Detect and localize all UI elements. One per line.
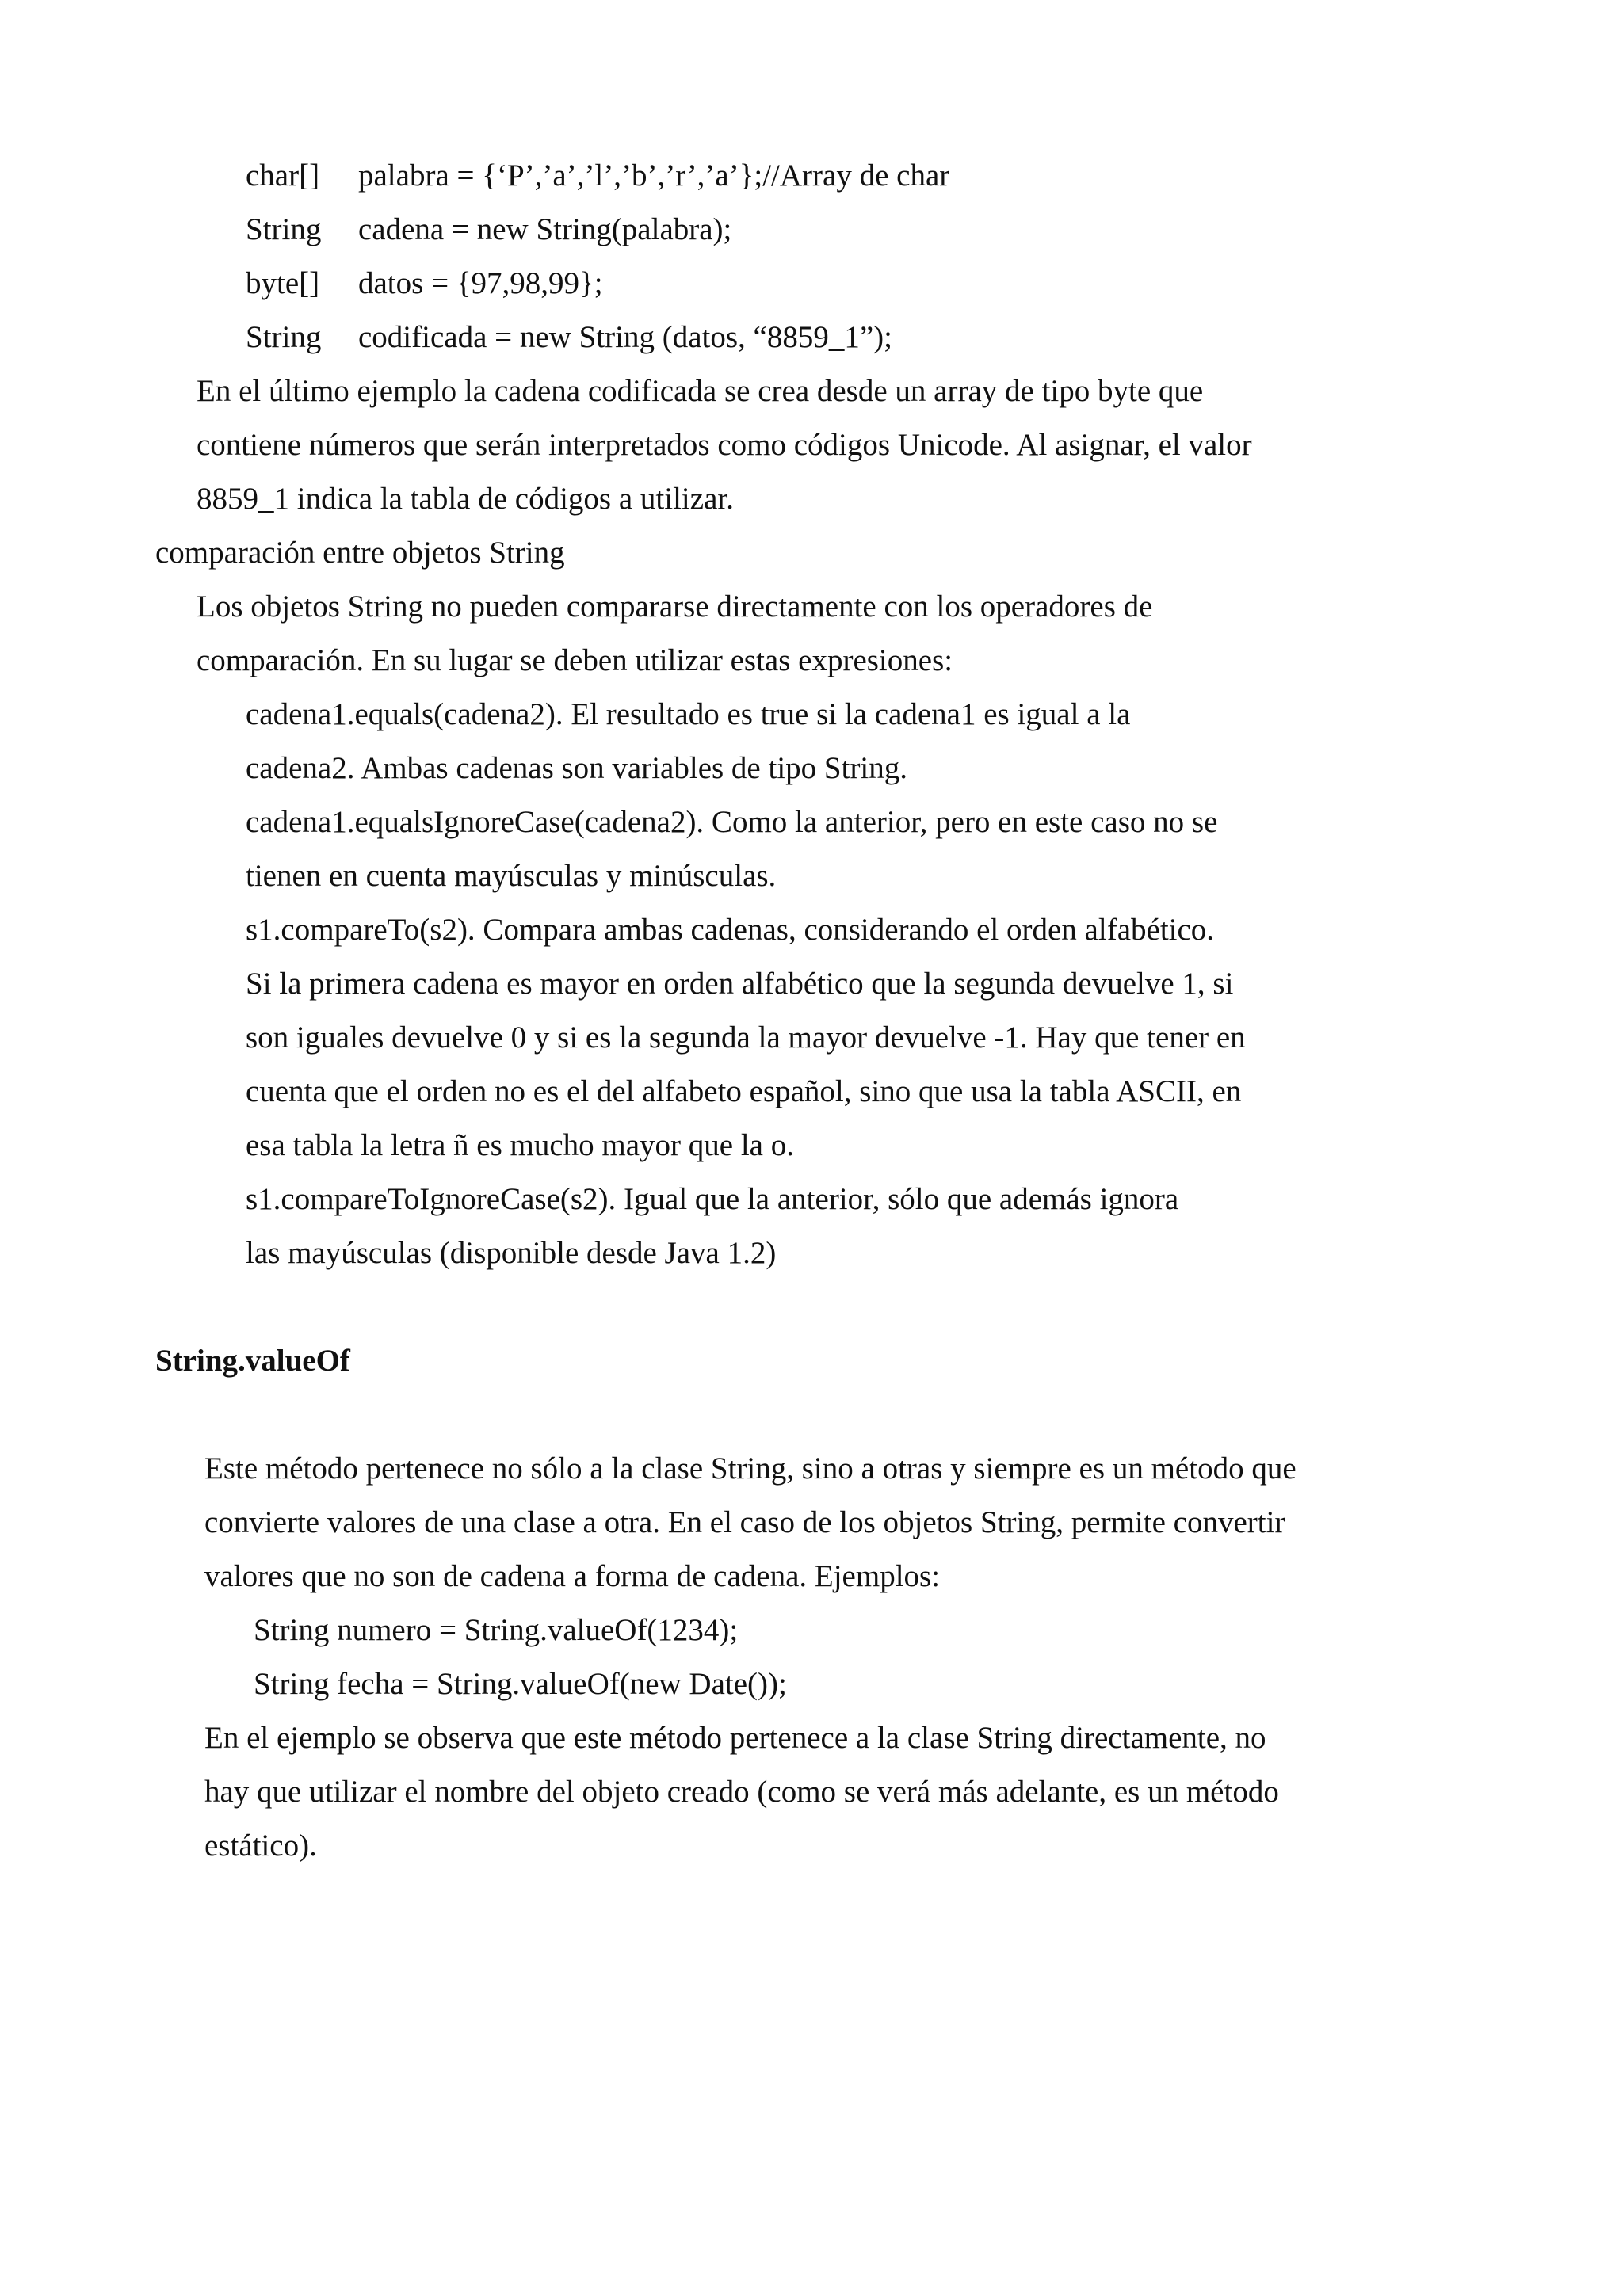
code-line: String numero = String.valueOf(1234); [254, 1613, 739, 1647]
list-item-line: las mayúsculas (disponible desde Java 1.2) [246, 1236, 777, 1270]
list-item-line: cadena1.equalsIgnoreCase(cadena2). Como la anterior, pero en este caso no se [246, 805, 1218, 839]
code-type: String [246, 212, 322, 246]
paragraph-line: comparación. En su lugar se deben utilizar estas expresiones: [197, 643, 953, 677]
list-item-line: cadena1.equals(cadena2). El resultado es true si la cadena1 es igual a la [246, 697, 1131, 731]
paragraph-line: Este método pertenece no sólo a la clase String, sino a otras y siempre es un método que [204, 1451, 1296, 1486]
code-text: codificada = new String (datos, “8859_1”); [358, 320, 892, 354]
list-item-line: Si la primera cadena es mayor en orden alfabético que la segunda devuelve 1, si [246, 967, 1234, 1001]
code-text: palabra = {‘P’,’a’,’l’,’b’,’r’,’a’};//Array de char [358, 158, 950, 193]
paragraph-line: En el ejemplo se observa que este método pertenece a la clase String directamente, no [204, 1721, 1266, 1755]
list-item-line: tienen en cuenta mayúsculas y minúsculas. [246, 859, 777, 893]
list-item-line: s1.compareToIgnoreCase(s2). Igual que la anterior, sólo que además ignora [246, 1182, 1179, 1216]
code-type: char[] [246, 158, 320, 193]
paragraph-line: contiene números que serán interpretados como códigos Unicode. Al asignar, el valor [197, 428, 1252, 462]
list-item-line: s1.compareTo(s2). Compara ambas cadenas, considerando el orden alfabético. [246, 913, 1215, 947]
paragraph-line: 8859_1 indica la tabla de códigos a utilizar. [197, 482, 734, 516]
paragraph-line: convierte valores de una clase a otra. En el caso de los objetos String, permite convertir [204, 1505, 1285, 1539]
list-item-line: esa tabla la letra ñ es mucho mayor que la o. [246, 1128, 794, 1162]
code-line [246, 203, 731, 257]
section-heading: String.valueOf [155, 1344, 350, 1378]
paragraph-line: En el último ejemplo la cadena codificada se crea desde un array de tipo byte que [197, 374, 1204, 408]
code-type: byte[] [246, 266, 320, 300]
paragraph-line: estático). [204, 1829, 317, 1863]
code-line [246, 311, 892, 364]
code-line [246, 257, 603, 311]
section-title: comparación entre objetos String [155, 536, 565, 570]
paragraph-line: valores que no son de cadena a forma de cadena. Ejemplos: [204, 1559, 941, 1593]
paragraph-line: Los objetos String no pueden compararse directamente con los operadores de [197, 589, 1153, 624]
code-line: String fecha = String.valueOf(new Date()); [254, 1667, 787, 1701]
list-item-line: cadena2. Ambas cadenas son variables de tipo String. [246, 751, 908, 785]
code-type: String [246, 320, 322, 354]
code-text: datos = {97,98,99}; [358, 266, 603, 300]
list-item-line: cuenta que el orden no es el del alfabeto español, sino que usa la tabla ASCII, en [246, 1074, 1242, 1108]
code-line [246, 149, 949, 203]
paragraph-line: hay que utilizar el nombre del objeto creado (como se verá más adelante, es un método [204, 1775, 1279, 1809]
list-item-line: son iguales devuelve 0 y si es la segunda la mayor devuelve -1. Hay que tener en [246, 1020, 1246, 1055]
code-text: cadena = new String(palabra); [358, 212, 732, 246]
